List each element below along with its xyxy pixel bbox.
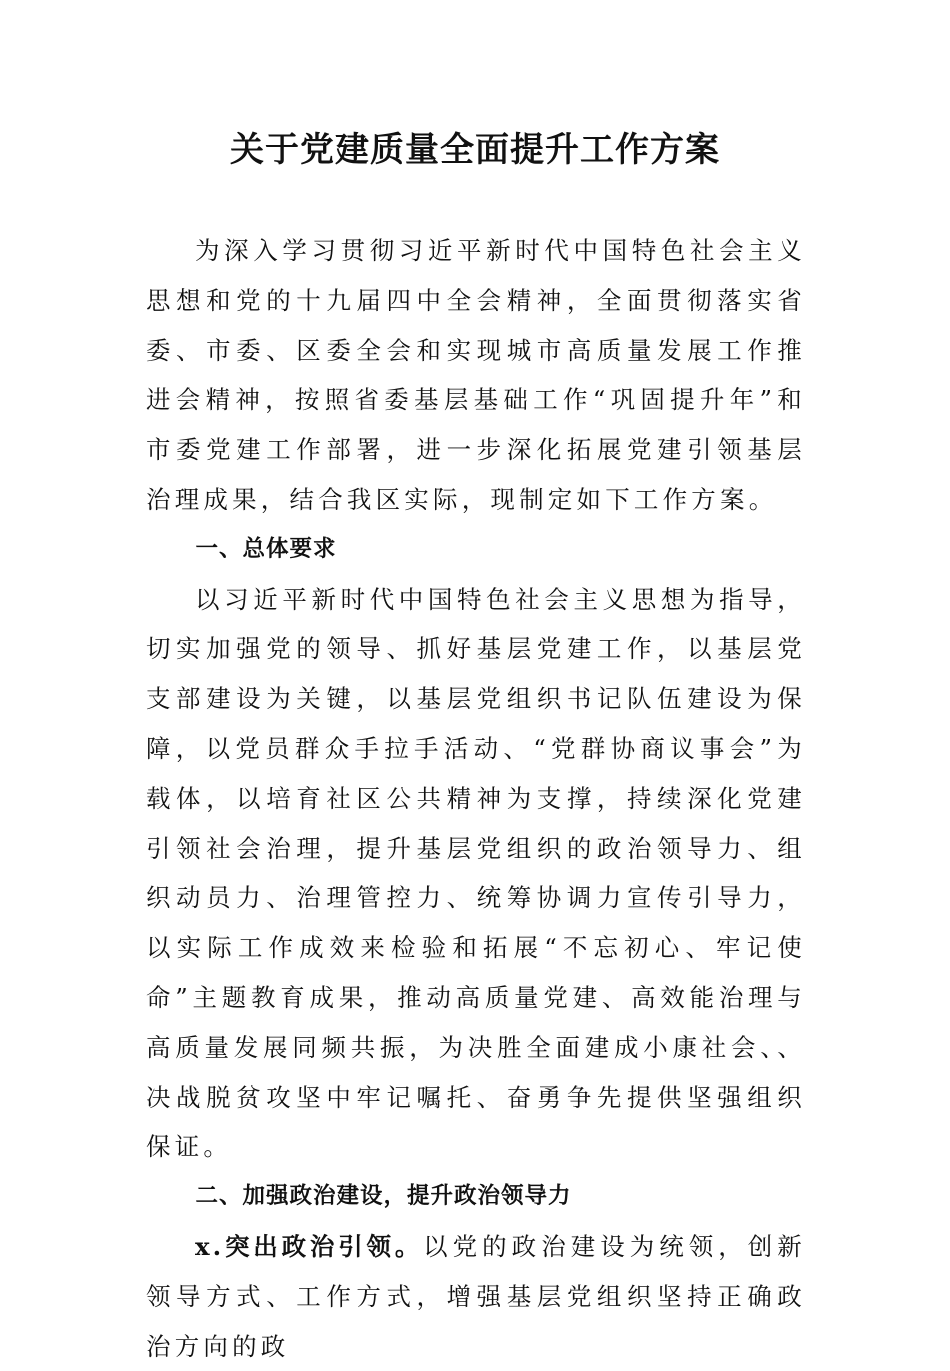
section-1-paragraph: 以习近平新时代中国特色社会主义思想为指导，切实加强党的领导、抓好基层党建工作，以基层党支部建设为关键，以基层党组织书记队伍建设为保障，以党员群众手拉手活动、“党群协商议事会”为载体，以培育社区公共精神为支撑，持续深化党建引领社会治理，提升基层党组织的政治领导力、组织动员力、治理管控力、统筹协调力宣传引导力，以实际工作成效来检验和拓展“不忘初心、牢记使命”主题教育成果，推动高质量党建、高效能治理与高质量发展同频共振，为决胜全面建成小康社会、、决战脱贫攻坚中牢记嘱托、奋勇争先提供坚强组织保证。 [146, 584, 806, 1162]
document-title: 关于党建质量全面提升工作方案 [230, 130, 720, 170]
section-2-item-1-lead: x.突出政治引领。 [195, 1231, 424, 1261]
section-2-item-1 [146, 1222, 806, 1371]
document-body [146, 226, 806, 1371]
section-2-item-1-body: 以党的政治建设为统领，创新领导方式、工作方式，增强基层党组织坚持正确政治方向的政 [146, 1231, 806, 1361]
section-2-heading: 二、加强政治建设，提升政治领导力 [195, 1183, 572, 1210]
intro-paragraph: 为深入学习贯彻习近平新时代中国特色社会主义思想和党的十九届四中全会精神，全面贯彻落实省委、市委、区委全会和实现城市高质量发展工作推进会精神，按照省委基层基础工作“巩固提升年”和市委党建工作部署，进一步深化拓展党建引领基层治理成果，结合我区实际，现制定如下工作方案。 [146, 236, 806, 514]
section-1-heading: 一、总体要求 [195, 535, 337, 562]
